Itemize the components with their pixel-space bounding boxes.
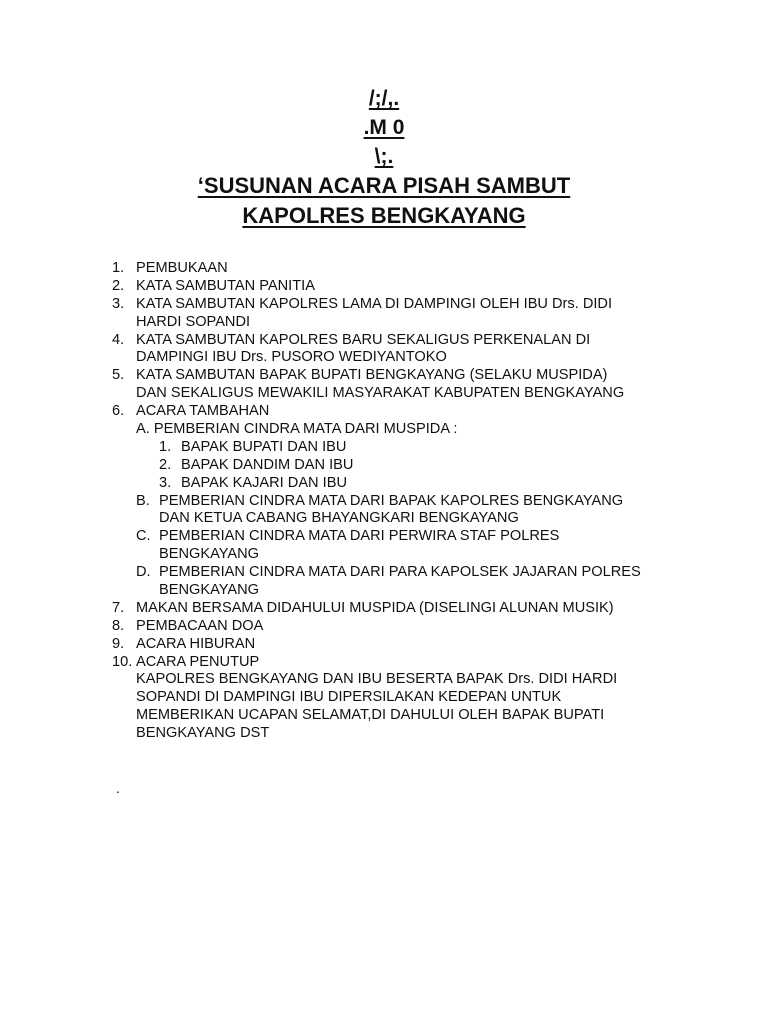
agenda-item-text: HARDI SOPANDI <box>136 313 251 330</box>
agenda-item-text: DAN SEKALIGUS MEWAKILI MASYARAKAT KABUPATEN BENGKAYANG <box>136 385 625 402</box>
agenda-subitem-text: A. PEMBERIAN CINDRA MATA DARI MUSPIDA : <box>136 421 458 438</box>
agenda-item-number: 1. <box>112 260 125 276</box>
agenda-item-number: 2. <box>112 277 125 294</box>
agenda-item-1 <box>0 260 768 278</box>
agenda-item-4-continued <box>0 349 768 367</box>
agenda-item-3 <box>0 296 768 314</box>
agenda-subitem-c <box>0 528 768 546</box>
agenda-item-9 <box>0 636 768 654</box>
agenda-item-5-continued <box>0 385 768 403</box>
agenda-subsubitem-text: BAPAK DANDIM DAN IBU <box>181 456 354 473</box>
agenda-item-number: 6. <box>112 403 125 420</box>
document-title-line-1: ‘SUSUNAN ACARA PISAH SAMBUT <box>197 173 571 198</box>
agenda-subitem-letter: B. <box>136 492 150 509</box>
agenda-subitem-text: PEMBERIAN CINDRA MATA DARI PERWIRA STAF POLRES <box>159 528 560 545</box>
agenda-subitem-letter: C. <box>136 528 151 545</box>
agenda-subitem-c-continued <box>0 546 768 564</box>
agenda-list <box>0 260 768 743</box>
agenda-item-number: 5. <box>112 367 125 384</box>
header-line-1: /;/,. <box>368 87 400 110</box>
agenda-subitem-b <box>0 493 768 511</box>
agenda-item-2 <box>0 278 768 296</box>
agenda-item-8 <box>0 618 768 636</box>
agenda-item-text: ACARA HIBURAN <box>136 635 256 652</box>
agenda-subitem-b-continued <box>0 510 768 528</box>
agenda-item-10-continued <box>0 707 768 725</box>
agenda-subitem-text: BENGKAYANG <box>159 546 260 563</box>
agenda-subitem-a <box>0 421 768 439</box>
agenda-item-text: KATA SAMBUTAN BAPAK BUPATI BENGKAYANG (SELAKU MUSPIDA) <box>136 367 608 384</box>
agenda-subitem-d <box>0 564 768 582</box>
header-line-2: .M 0 <box>363 116 405 139</box>
agenda-item-text: KATA SAMBUTAN KAPOLRES BARU SEKALIGUS PERKENALAN DI <box>136 331 591 348</box>
agenda-item-6 <box>0 403 768 421</box>
agenda-item-text: KATA SAMBUTAN PANITIA <box>136 277 315 294</box>
agenda-item-number: 9. <box>112 635 125 652</box>
agenda-subsubitem-number: 2. <box>159 456 172 473</box>
agenda-item-5 <box>0 367 768 385</box>
document-title-line-2: KAPOLRES BENGKAYANG <box>242 203 526 228</box>
agenda-subitem-text: DAN KETUA CABANG BHAYANGKARI BENGKAYANG <box>159 510 519 527</box>
agenda-item-number: 4. <box>112 331 125 348</box>
agenda-item-10-continued <box>0 689 768 707</box>
agenda-item-text: MAKAN BERSAMA DIDAHULUI MUSPIDA (DISELINGI ALUNAN MUSIK) <box>136 599 614 616</box>
agenda-subitem-letter: D. <box>136 564 151 581</box>
agenda-subitem-d-continued <box>0 582 768 600</box>
agenda-subitem-text: PEMBERIAN CINDRA MATA DARI PARA KAPOLSEK JAJARAN POLRES <box>159 564 641 581</box>
agenda-item-10 <box>0 654 768 672</box>
agenda-subsubitem-number: 3. <box>159 474 172 491</box>
agenda-item-10-continued <box>0 725 768 743</box>
agenda-item-number: 7. <box>112 599 125 616</box>
agenda-subsubitem-2 <box>0 457 768 475</box>
agenda-item-text: DAMPINGI IBU Drs. PUSORO WEDIYANTOKO <box>136 349 447 366</box>
agenda-item-text: PEMBACAAN DOA <box>136 617 264 634</box>
agenda-subitem-text: BENGKAYANG <box>159 582 260 599</box>
agenda-item-text: KAPOLRES BENGKAYANG DAN IBU BESERTA BAPAK Drs. DIDI HARDI <box>136 671 618 688</box>
document-header <box>0 84 768 231</box>
agenda-item-text: PEMBUKAAN <box>136 260 228 276</box>
agenda-item-number: 3. <box>112 295 125 312</box>
agenda-item-3-continued <box>0 314 768 332</box>
agenda-subsubitem-text: BAPAK BUPATI DAN IBU <box>181 438 347 455</box>
header-line-3: \;. <box>374 145 394 168</box>
agenda-item-number: 8. <box>112 617 125 634</box>
agenda-subsubitem-text: BAPAK KAJARI DAN IBU <box>181 474 347 491</box>
agenda-subsubitem-1 <box>0 439 768 457</box>
agenda-item-text: KATA SAMBUTAN KAPOLRES LAMA DI DAMPINGI OLEH IBU Drs. DIDI <box>136 295 613 312</box>
agenda-item-text: ACARA TAMBAHAN <box>136 403 270 420</box>
agenda-item-7 <box>0 600 768 618</box>
agenda-item-text: ACARA PENUTUP <box>136 653 260 670</box>
agenda-item-4 <box>0 332 768 350</box>
agenda-subsubitem-3 <box>0 475 768 493</box>
agenda-item-number: 10. <box>112 653 133 670</box>
agenda-item-10-continued <box>0 671 768 689</box>
agenda-item-text: SOPANDI DI DAMPINGI IBU DIPERSILAKAN KEDEPAN UNTUK <box>136 689 562 706</box>
footer-dot: . <box>116 780 120 796</box>
agenda-item-text: MEMBERIKAN UCAPAN SELAMAT,DI DAHULUI OLEH BAPAK BUPATI <box>136 707 605 724</box>
agenda-subitem-text: PEMBERIAN CINDRA MATA DARI BAPAK KAPOLRES BENGKAYANG <box>159 492 624 509</box>
agenda-item-text: BENGKAYANG DST <box>136 725 270 742</box>
agenda-subsubitem-number: 1. <box>159 438 172 455</box>
